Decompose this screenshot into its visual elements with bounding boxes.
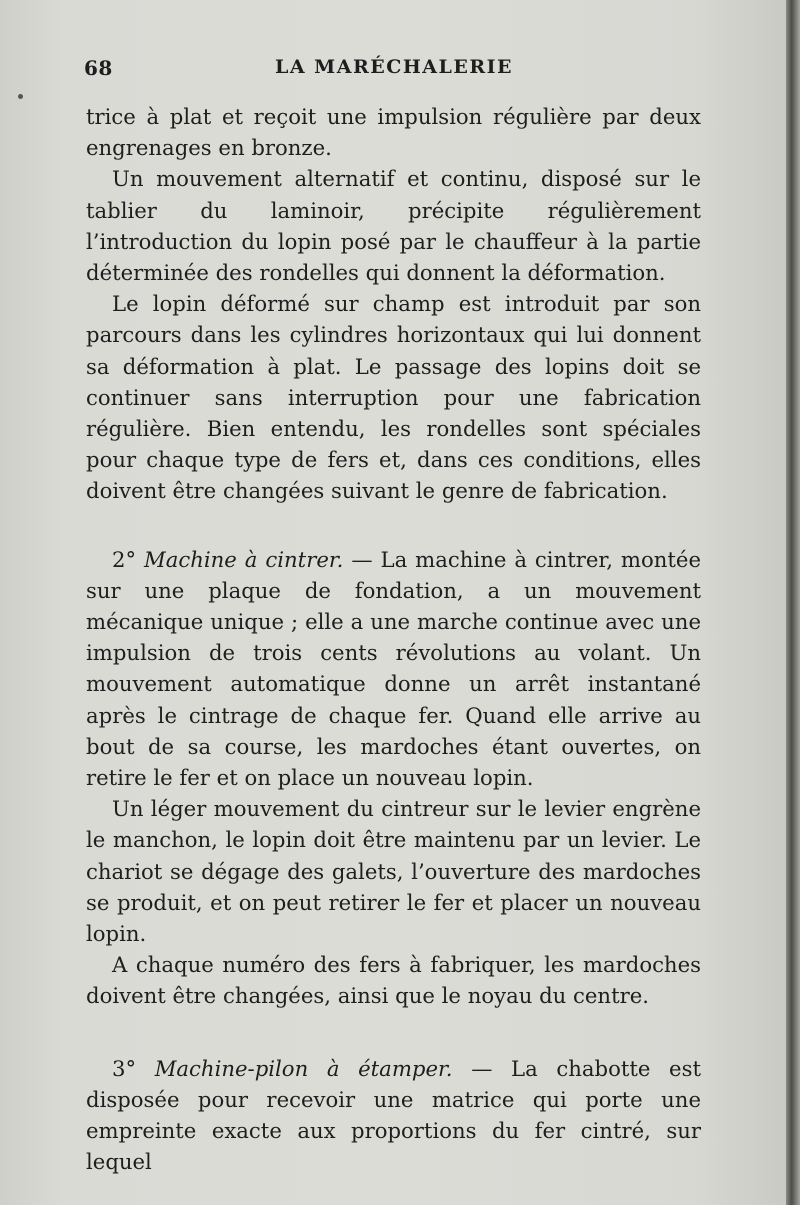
page-edge-shadow [786, 0, 800, 1205]
paper-speck [18, 94, 23, 99]
section-number: 3° [112, 1055, 137, 1081]
section-text: — La chabotte est disposée pour recevoir une matrice qui porte une empreinte exacte aux proportions du fer cintré, sur lequel [86, 1055, 701, 1175]
section-text: — La machine à cintrer, montée sur une plaque de fondation, a un mouvement mécanique unique ; elle a une marche continue avec une impulsion de trois cents révolutions au volant. Un mouvement automatique donne un arrêt instantané après le cintrage de chaque fer. Quand elle arrive au bout de sa course, les mardoches étant ouvertes, on retire le fer et on place un nouveau lopin. [86, 546, 701, 791]
section-number: 2° [112, 546, 137, 572]
section-heading: Machine-pilon à étamper. [154, 1055, 453, 1081]
paragraph: Le lopin déformé sur champ est introduit par son parcours dans les cylindres horizontaux qui lui donnent sa déformation à plat. Le passage des lopins doit se continuer sans interruption pour une fabrication régulière. Bien entendu, les rondelles sont spéciales pour chaque type de fers et, dans ces conditions, elles doivent être changées suivant le genre de fabrication. [86, 291, 701, 504]
section-machine-pilon [86, 1053, 701, 1178]
paragraph: A chaque numéro des fers à fabriquer, les mardoches doivent être changées, ainsi que le noyau du centre. [86, 952, 701, 1009]
page-text [86, 101, 701, 1178]
running-title: LA MARÉCHALERIE [274, 56, 514, 78]
paragraph: Un mouvement alternatif et continu, disposé sur le tablier du laminoir, précipite régulièrement l’introduction du lopin posé par le chauffeur à la partie déterminée des rondelles qui donnent la déformation. [86, 166, 701, 286]
paragraph-continued: trice à plat et reçoit une impulsion régulière par deux engrenages en bronze. [86, 104, 701, 161]
section-machine-a-cintrer [86, 544, 701, 794]
page-header [84, 56, 704, 86]
page-number: 68 [84, 56, 113, 80]
section-heading: Machine à cintrer. [144, 546, 344, 572]
paragraph: Un léger mouvement du cintreur sur le levier engrène le manchon, le lopin doit être maintenu par un levier. Le chariot se dégage des galets, l’ouverture des mardoches se produit, et on peut retirer le fer et placer un nouveau lopin. [86, 796, 701, 947]
